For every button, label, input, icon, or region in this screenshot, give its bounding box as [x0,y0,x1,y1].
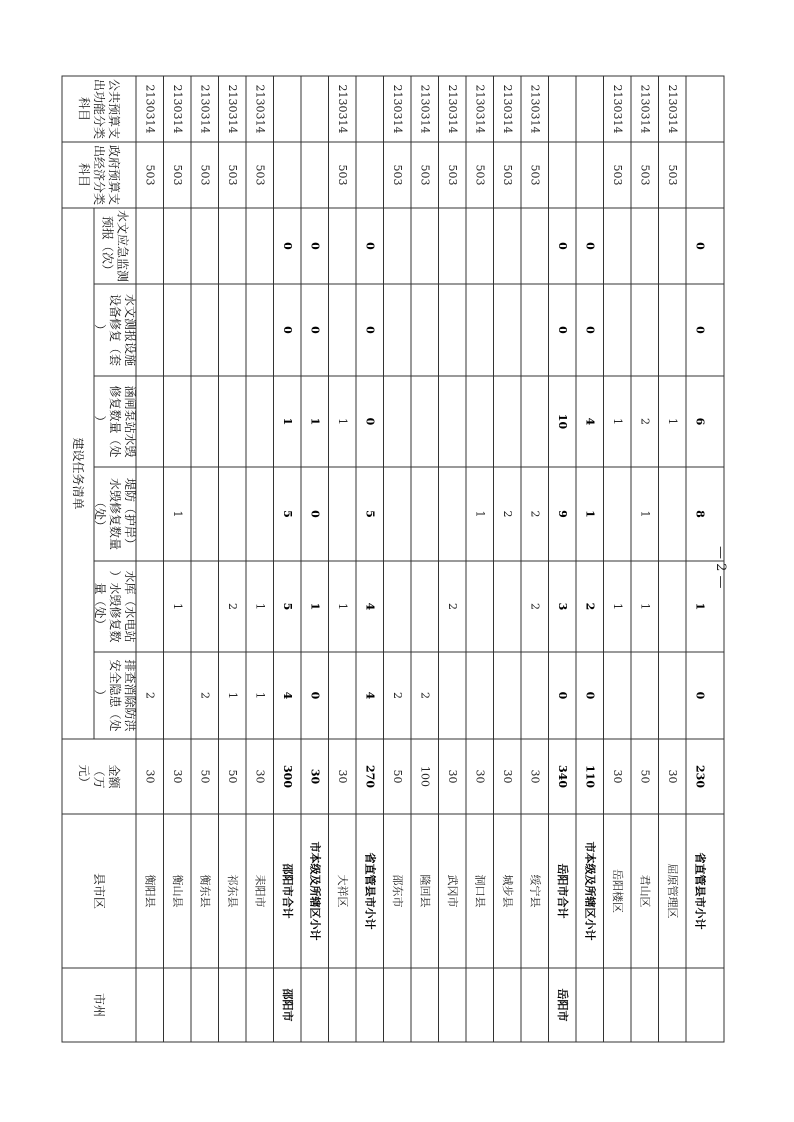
cell-city: 岳阳市 [555,988,569,1022]
cell-shuiku: 1 [638,603,652,610]
svg-text:出经济分类: 出经济分类 [92,144,106,206]
table-row [363,242,377,929]
cell-func: 2130314 [418,84,432,134]
cell-econ: 503 [445,164,459,186]
cell-econ: 503 [198,164,212,186]
cell-ss: 0 [555,326,569,334]
cell-econ: 503 [665,164,679,186]
svg-text:水库（水电站: 水库（水电站 [123,570,137,643]
cell-difang: 1 [473,510,487,518]
cell-county: 衡东县 [198,874,212,908]
cell-hanzha: 1 [280,417,294,426]
header-paicha [93,659,138,731]
cell-amount: 50 [198,769,212,784]
cell-ss: 0 [693,326,707,334]
cell-shuiku: 1 [610,603,624,610]
cell-difang: 1 [170,510,184,518]
svg-text:科目: 科目 [77,96,91,122]
cell-city: 邵阳市 [280,988,294,1022]
cell-difang: 5 [280,510,294,518]
svg-text:）: ） [93,689,107,702]
svg-text:设备修复（套: 设备修复（套 [108,293,122,367]
cell-paicha: 4 [363,691,377,700]
cell-jc: 0 [363,242,377,250]
svg-text:（处）: （处） [93,495,107,533]
cell-func: 2130314 [665,84,679,134]
cell-func: 2130314 [445,84,459,134]
svg-text:排查消除防洪: 排查消除防洪 [123,659,137,732]
svg-text:市州: 市州 [92,992,106,1018]
cell-hanzha: 4 [583,417,597,426]
table-row [556,242,570,1021]
cell-paicha: 2 [390,692,404,699]
cell-amount: 340 [555,765,569,788]
table-row [666,85,680,919]
svg-text:水文应急监测: 水文应急监测 [115,209,130,283]
cell-county: 邵阳市合计 [280,863,294,919]
cell-county: 大祥区 [335,874,349,908]
cell-county: 衡山县 [170,874,184,908]
svg-text:堤防（护岸）: 堤防（护岸） [123,477,137,551]
cell-amount: 30 [528,769,542,784]
cell-county: 市本级及所辖区小计 [308,841,322,941]
cell-amount: 30 [445,769,459,784]
cell-func: 2130314 [528,84,542,134]
cell-econ: 503 [225,164,239,186]
cell-amount: 30 [253,769,267,784]
cell-shuiku: 1 [308,602,322,611]
svg-text:政府预算支: 政府预算支 [107,144,121,206]
cell-func: 2130314 [253,84,267,134]
header-gonggong-kemu [77,79,122,139]
cell-paicha: 0 [693,691,707,700]
cell-county: 武冈市 [445,874,459,908]
cell-paicha: 0 [583,691,597,700]
cell-difang: 1 [638,510,652,518]
svg-text:量（处）: 量（处） [93,582,107,631]
header-hanzha [93,385,138,457]
cell-shuiku: 2 [528,603,542,610]
cell-func: 2130314 [638,84,652,134]
svg-text:元）: 元） [77,764,91,789]
cell-shuiku: 1 [170,603,184,610]
cell-shuiku: 2 [583,602,597,611]
cell-county: 祁东县 [225,874,239,908]
header-difang [93,478,138,550]
cell-func: 2130314 [335,84,349,134]
header-task-list [71,437,86,509]
cell-econ: 503 [390,164,404,186]
cell-econ: 503 [170,164,184,186]
cell-jc: 0 [583,242,597,250]
table-row [583,242,597,940]
cell-amount: 110 [583,765,597,788]
cell-func: 2130314 [170,84,184,134]
header-shuiwen-sheshi [93,294,138,366]
table-row [308,242,322,940]
cell-jc: 0 [693,242,707,250]
svg-text:公共预算支: 公共预算支 [107,78,121,140]
cell-shuiku: 2 [225,603,239,610]
cell-amount: 300 [280,765,294,788]
cell-amount: 230 [693,765,707,788]
cell-hanzha: 2 [638,418,652,425]
cell-shuiku: 1 [253,603,267,610]
cell-difang: 8 [693,510,707,518]
header-xian-shi-qu [92,873,106,909]
cell-county: 岳阳市合计 [555,863,569,919]
cell-amount: 30 [665,769,679,784]
cell-amount: 30 [308,768,322,785]
cell-shuiku: 1 [335,603,349,610]
cell-func: 2130314 [390,84,404,134]
cell-hanzha: 1 [308,417,322,426]
cell-shuiku: 2 [445,603,459,610]
cell-econ: 503 [610,164,624,186]
svg-text:水毁修复数量: 水毁修复数量 [108,477,122,551]
header-shuiwen-jiance [101,210,131,282]
cell-jc: 0 [308,242,322,250]
cell-paicha: 4 [280,691,294,700]
cell-paicha: 1 [253,692,267,699]
cell-difang: 2 [528,510,542,518]
cell-county: 耒阳市 [253,874,267,908]
cell-hanzha: 1 [665,418,679,425]
cell-county: 省直管县市小计 [693,852,707,930]
cell-amount: 30 [610,769,624,784]
svg-text:涵闸泵站水毁: 涵闸泵站水毁 [123,385,137,458]
cell-econ: 503 [335,164,349,186]
cell-county: 衡阳县 [143,874,157,908]
cell-county: 邵东市 [390,874,404,908]
cell-difang: 9 [555,510,569,518]
cell-hanzha: 6 [693,417,707,426]
cell-econ: 503 [253,164,267,186]
cell-county: 绥宁县 [528,874,542,908]
cell-amount: 50 [638,769,652,784]
cell-func: 2130314 [610,84,624,134]
cell-county: 君山区 [638,874,652,908]
cell-paicha: 2 [198,692,212,699]
cell-amount: 30 [473,769,487,784]
svg-text:科目: 科目 [77,162,91,188]
cell-paicha: 2 [143,692,157,699]
cell-econ: 503 [638,164,652,186]
header-shi-zhou [92,993,106,1017]
cell-amount: 270 [363,765,377,788]
cell-jc: 0 [280,242,294,250]
cell-func: 2130314 [473,84,487,134]
cell-func: 2130314 [225,84,239,134]
cell-econ: 503 [143,164,157,186]
cell-hanzha: 1 [610,418,624,425]
header-jin-e [77,764,122,789]
cell-jc: 0 [555,242,569,250]
cell-shuiku: 5 [280,602,294,611]
cell-difang: 5 [363,510,377,518]
cell-amount: 30 [170,769,184,784]
svg-text:水文测报设施: 水文测报设施 [123,293,137,367]
cell-county: 屈原管理区 [665,863,679,919]
cell-ss: 0 [280,326,294,334]
table-row [611,85,625,914]
cell-county: 市本级及所辖区小计 [583,841,597,941]
cell-econ: 503 [500,164,514,186]
cell-county: 城步县 [500,874,514,908]
page-number: — 2 — [713,546,728,589]
cell-func: 2130314 [198,84,212,134]
table-row [281,242,295,1021]
svg-text:修复数量（处: 修复数量（处 [108,385,122,458]
svg-text:）: ） [93,415,107,428]
cell-hanzha: 0 [363,417,377,426]
cell-difang: 0 [308,510,322,518]
cell-amount: 30 [335,769,349,784]
cell-econ: 503 [473,164,487,186]
cell-hanzha: 1 [335,418,349,425]
cell-county: 隆回县 [418,874,432,908]
cell-paicha: 0 [308,691,322,700]
cell-difang: 2 [500,510,514,518]
cell-county: 省直管县市小计 [363,852,377,930]
cell-paicha: 1 [225,692,239,699]
cell-county: 洞口县 [473,874,487,908]
cell-ss: 0 [583,326,597,334]
svg-text:）水毁修复数: ）水毁修复数 [108,570,122,643]
cell-econ: 503 [418,164,432,186]
cell-amount: 100 [418,766,432,787]
svg-text:安全隐患（处: 安全隐患（处 [108,659,122,732]
svg-text:）: ） [93,323,107,337]
cell-amount: 50 [390,769,404,784]
cell-paicha: 2 [418,692,432,699]
header-zhengfu-kemu [77,145,122,205]
svg-text:预报（次）: 预报（次） [100,215,115,277]
svg-text:（万: （万 [92,764,106,789]
cell-difang: 1 [583,510,597,518]
header-shuiku [93,570,138,642]
cell-ss: 0 [308,326,322,334]
svg-text:建设任务清单: 建设任务清单 [71,437,85,510]
table-row [693,242,707,929]
svg-text:金额: 金额 [107,764,121,789]
cell-shuiku: 1 [693,602,707,611]
cell-func: 2130314 [500,84,514,134]
cell-ss: 0 [363,326,377,334]
cell-shuiku: 4 [363,602,377,611]
cell-amount: 30 [500,769,514,784]
cell-county: 岳阳楼区 [610,869,624,913]
cell-hanzha: 10 [555,413,569,430]
cell-amount: 50 [225,769,239,784]
cell-paicha: 0 [555,691,569,700]
cell-amount: 30 [143,769,157,784]
cell-shuiku: 3 [555,602,569,611]
svg-text:出功能分类: 出功能分类 [92,78,106,140]
cell-func: 2130314 [143,84,157,134]
cell-econ: 503 [528,164,542,186]
svg-text:县市区: 县市区 [92,872,106,910]
